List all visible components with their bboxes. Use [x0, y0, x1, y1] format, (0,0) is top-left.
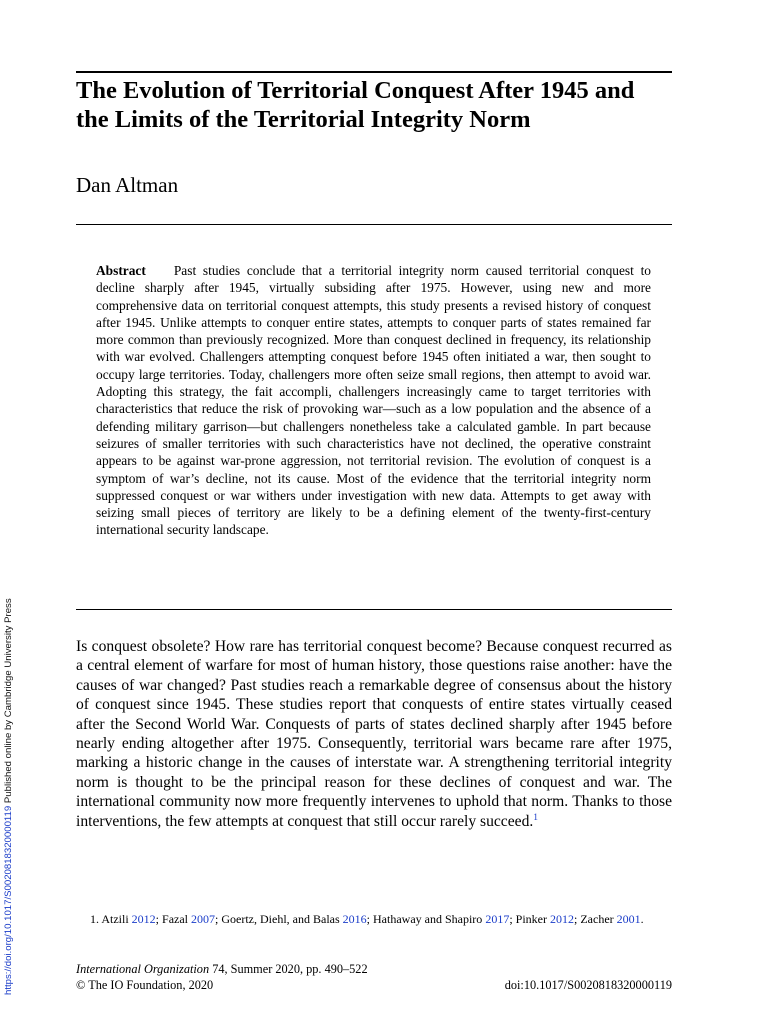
citation-year-link[interactable]: 2012: [550, 912, 574, 926]
footnote-entries: [101, 912, 643, 926]
side-doi-link[interactable]: https://doi.org/10.1017/S0020818320000119: [3, 805, 14, 995]
side-banner: [2, 598, 16, 995]
citation-author: Goertz, Diehl, and Balas: [221, 912, 340, 926]
body-text: Is conquest obsolete? How rare has territorial conquest become? Because conquest recurred as a central element of warfare for most of human history, those questions raise another: have the causes of war changed? Past studies reach a remarkable degree of consensus about the history of conquest since 1945. These studies report that conquests of entire states virtually ceased after the Second World War. Conquests of parts of states declined sharply after 1945 before nearly ending altogether after 1975. Consequently, territorial wars became rare after 1975, marking a historic change in the causes of interstate war. A strengthening territorial integrity norm is thought to be the principal reason for these declines of conquest and war. The international community now more frequently intervenes to uphold that norm. Thanks to those interventions, the few attempts at conquest that still occur rarely succeed.: [76, 638, 672, 830]
footnote-1: [76, 911, 672, 927]
journal-citation: [76, 961, 368, 977]
journal-name: International Organization: [76, 962, 210, 976]
citation-author: Pinker: [515, 912, 547, 926]
citation-year-link[interactable]: 2012: [131, 912, 156, 926]
citation-separator: .: [640, 912, 644, 926]
article-title: The Evolution of Territorial Conquest After 1945 and the Limits of the Territorial Integrity Norm: [76, 77, 635, 133]
side-publisher-note: Published online by Cambridge University Press: [3, 598, 14, 804]
top-rule: [76, 71, 672, 73]
citation-year-link[interactable]: 2007: [191, 912, 216, 926]
footnote-number: 1.: [90, 912, 99, 926]
citation-author: Fazal: [162, 912, 189, 926]
citation-year-link[interactable]: 2017: [485, 912, 510, 926]
citation-separator: ;: [215, 912, 222, 926]
citation-separator: ;: [155, 912, 163, 926]
header-divider: [76, 224, 672, 225]
copyright: © The IO Foundation, 2020: [76, 978, 214, 992]
citation-author: Hathaway and Shapiro: [373, 912, 483, 926]
citation-author: Zacher: [580, 912, 614, 926]
abstract-divider: [76, 609, 672, 610]
abstract-text: Past studies conclude that a territorial integrity norm caused territorial conquest to decline sharply after 1945, virtually subsiding after 1975. However, using new and more comprehensive data on territorial conquest attempts, this study presents a revised history of conquest after 1945. Unlike attempts to conquer entire states, attempts to conquer parts of states remained far more common than previously recognized. More than conquest declined in frequency, its relationship with war evolved. Challengers attempting conquest before 1945 often initiated a war, then sought to occupy large territories. Today, challengers more often seize small regions, then attempt to avoid war. Adopting this strategy, the fait accompli, challengers increasingly came to target territories with characteristics that reduce the risk of provoking war—such as a low population and the absence of a defending military garrison—but challengers nonetheless take a calculated gamble. In part because seizures of smaller territories with such characteristics have not declined, the operative constraint appears to be against war-prone aggression, not territorial revision. The evolution of conquest is a symptom of war’s decline, not its cause. Most of the evidence that the territorial integrity norm suppressed conquest or war withers under investigation with new data. Attempts to get away with seizing small pieces of territory are likely to be a defining element of the twenty-first-century international security landscape.: [96, 263, 651, 538]
citation-author: Atzili: [101, 912, 129, 926]
abstract: [96, 262, 651, 539]
citation-separator: ;: [366, 912, 373, 926]
citation-separator: ;: [574, 912, 581, 926]
article-doi: doi:10.1017/S0020818320000119: [504, 978, 672, 992]
journal-issue: 74, Summer 2020, pp. 490–522: [212, 962, 368, 976]
citation-year-link[interactable]: 2016: [342, 912, 367, 926]
footnote-reference-1[interactable]: 1: [533, 812, 539, 823]
citation-year-link[interactable]: 2001: [616, 912, 641, 926]
body-paragraph: [76, 637, 672, 831]
abstract-label: Abstract: [96, 263, 146, 278]
author-name: Dan Altman: [76, 173, 179, 197]
citation-separator: ;: [509, 912, 516, 926]
